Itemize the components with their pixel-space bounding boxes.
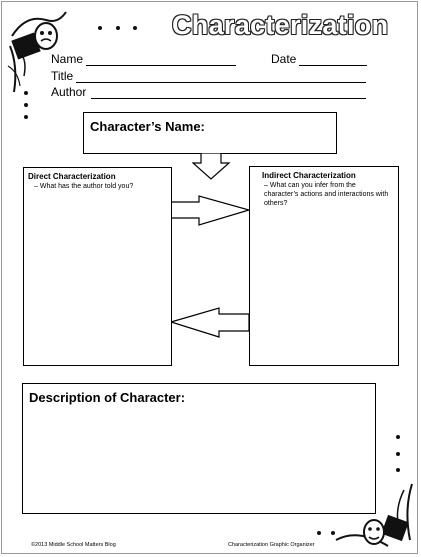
decor-dot xyxy=(24,115,28,119)
character-name-label: Character’s Name: xyxy=(90,119,205,134)
description-label: Description of Character: xyxy=(29,390,186,405)
footer-copyright: ©2013 Middle School Matters Blog xyxy=(31,542,116,548)
decor-dot xyxy=(98,26,102,30)
decor-dot xyxy=(24,103,28,107)
indirect-prompt: – What can you infer from the character’s actions and interactions with others? xyxy=(264,182,389,207)
decor-dot xyxy=(317,531,321,535)
character-name-box[interactable] xyxy=(83,112,337,154)
theater-masks-icon-bottom xyxy=(332,480,416,552)
right-arrow-icon xyxy=(169,194,253,230)
decor-dot xyxy=(396,452,400,456)
worksheet-page xyxy=(1,1,418,554)
left-arrow-icon xyxy=(169,304,253,342)
title-line[interactable] xyxy=(76,82,366,83)
indirect-heading: Indirect Characterization xyxy=(262,171,356,180)
decor-dot xyxy=(396,435,400,439)
direct-characterization-box[interactable] xyxy=(23,167,172,366)
down-arrow-icon xyxy=(192,153,236,183)
date-line[interactable] xyxy=(299,65,367,66)
decor-dot xyxy=(396,468,400,472)
page-title: Characterization xyxy=(172,10,389,40)
footer-doc-title: Characterization Graphic Organizer xyxy=(228,542,315,548)
name-line[interactable] xyxy=(86,65,236,66)
name-label: Name xyxy=(51,52,84,66)
author-label: Author xyxy=(51,85,87,99)
direct-prompt: – What has the author told you? xyxy=(34,183,134,190)
title-label: Title xyxy=(51,69,74,83)
indirect-characterization-box[interactable] xyxy=(249,166,399,366)
decor-dot xyxy=(116,26,120,30)
direct-heading: Direct Characterization xyxy=(28,172,116,181)
decor-dot xyxy=(133,26,137,30)
date-label: Date xyxy=(271,52,297,66)
decor-dot xyxy=(24,91,28,95)
author-line[interactable] xyxy=(91,98,366,99)
description-box[interactable] xyxy=(22,383,376,514)
